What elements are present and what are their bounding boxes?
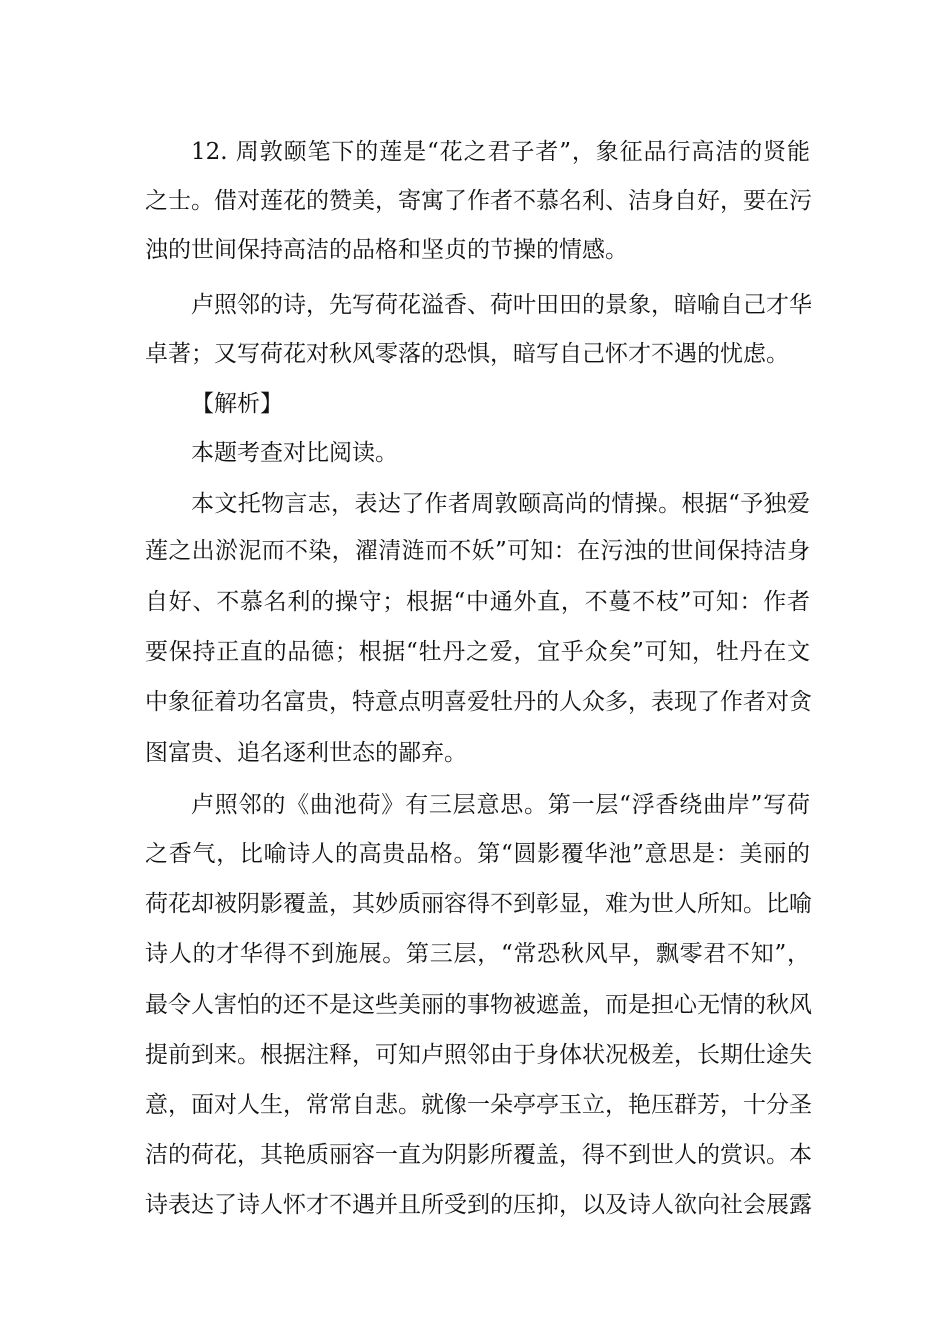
paragraph-line: 荷花却被阴影覆盖，其妙质丽容得不到彰显，难为世人所知。比喻 — [145, 891, 812, 917]
paragraph-line: 本文托物言志，表达了作者周敦颐高尚的情操。根据“予独爱 — [191, 491, 810, 517]
paragraph-line: 莲之出淤泥而不染，濯清涟而不妖”可知：在污浊的世间保持洁身 — [145, 538, 810, 564]
paragraph-line: 最令人害怕的还不是这些美丽的事物被遮盖，而是担心无情的秋风 — [145, 992, 812, 1018]
section-heading: 【解析】 — [191, 391, 283, 417]
paragraph-line: 意，面对人生，常常自悲。就像一朵亭亭玉立，艳压群芳，十分圣 — [145, 1092, 812, 1118]
paragraph-line: 卢照邻的诗，先写荷花溢香、荷叶田田的景象，暗喻自己才华 — [191, 292, 812, 318]
paragraph-line: 诗人的才华得不到施展。第三层，“常恐秋风早，飘零君不知”， — [145, 941, 810, 967]
paragraph-line: 自好、不慕名利的操守；根据“中通外直，不蔓不枝”可知：作者 — [145, 589, 810, 615]
paragraph-line: 本题考查对比阅读。 — [191, 440, 398, 466]
paragraph-line: 要保持正直的品德；根据“牡丹之爱，宜乎众矣”可知，牡丹在文 — [145, 639, 810, 665]
paragraph-line: 浊的世间保持高洁的品格和坚贞的节操的情感。 — [145, 237, 628, 263]
paragraph-line: 洁的荷花，其艳质丽容一直为阴影所覆盖，得不到世人的赏识。本 — [145, 1142, 812, 1168]
paragraph-line: 之香气，比喻诗人的高贵品格。第“圆影覆华池”意思是：美丽的 — [145, 841, 810, 867]
paragraph-line: 卓著；又写荷花对秋风零落的恐惧，暗写自己怀才不遇的忧虑。 — [145, 341, 789, 367]
paragraph-line: 提前到来。根据注释，可知卢照邻由于身体状况极差，长期仕途失 — [145, 1042, 812, 1068]
paragraph-line: 12. 周敦颐笔下的莲是“花之君子者”，象征品行高洁的贤能 — [191, 139, 810, 165]
paragraph-line: 诗表达了诗人怀才不遇并且所受到的压抑，以及诗人欲向社会展露 — [145, 1192, 812, 1218]
paragraph-line: 图富贵、追名逐利世态的鄙弃。 — [145, 740, 467, 766]
paragraph-line: 之士。借对莲花的赞美，寄寓了作者不慕名利、洁身自好，要在污 — [145, 188, 812, 214]
paragraph-line: 中象征着功名富贵，特意点明喜爱牡丹的人众多，表现了作者对贪 — [145, 689, 812, 715]
paragraph-line: 卢照邻的《曲池荷》有三层意思。第一层“浮香绕曲岸”写荷 — [191, 792, 810, 818]
